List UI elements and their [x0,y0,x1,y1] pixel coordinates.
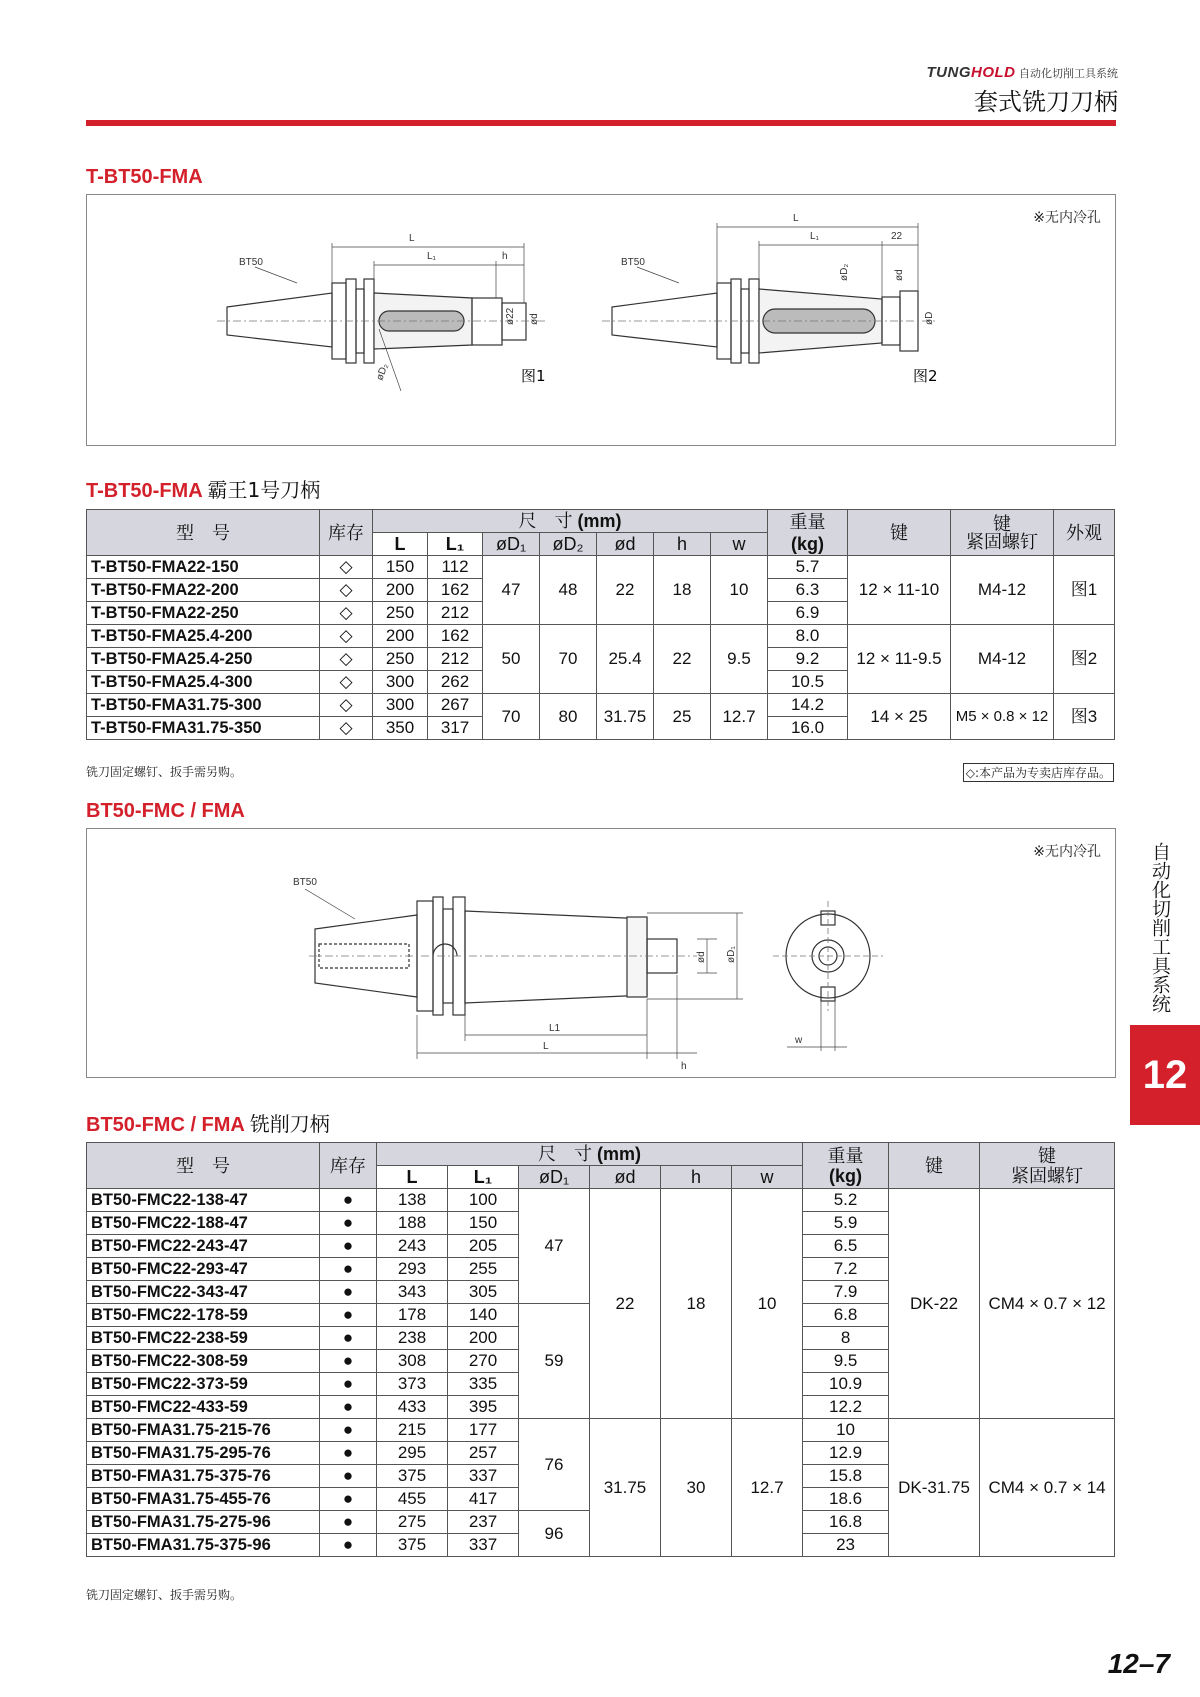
subhead2-h: h [661,1166,732,1189]
col-stock: 库存 [320,510,373,556]
model-cell: BT50-FMC22-308-59 [87,1350,320,1373]
svg-text:L₁: L₁ [427,251,436,262]
svg-text:ød: ød [696,951,707,963]
stock-cell: ● [320,1327,377,1350]
table1-title: T-BT50-FMA 霸王1号刀柄 [86,478,321,502]
svg-text:ød: ød [529,313,540,325]
L1-cell: 100 [448,1189,519,1212]
L-cell: 238 [377,1327,448,1350]
model-cell: BT50-FMC22-188-47 [87,1212,320,1235]
key-cell: 12 × 11-10 [848,556,951,625]
col2-model: 型 号 [87,1143,320,1189]
model-cell: BT50-FMC22-433-59 [87,1396,320,1419]
model-cell: BT50-FMC22-373-59 [87,1373,320,1396]
L1-cell: 255 [448,1258,519,1281]
col2-stock: 库存 [320,1143,377,1189]
D1-cell: 96 [519,1511,590,1557]
L-cell: 188 [377,1212,448,1235]
L-cell: 343 [377,1281,448,1304]
D1-cell: 47 [483,556,540,625]
weight-cell: 6.5 [803,1235,889,1258]
L1-cell: 262 [428,671,483,694]
L-cell: 295 [377,1442,448,1465]
section1-title: T-BT50-FMA [86,166,203,188]
svg-text:øD₂: øD₂ [839,263,850,281]
model-cell: BT50-FMC22-243-47 [87,1235,320,1258]
table-row [87,625,1115,648]
weight-cell: 5.9 [803,1212,889,1235]
weight-cell: 16.0 [768,717,848,740]
holder-drawings-fig1-fig2 [87,195,1115,445]
subhead-D2: øD₂ [540,533,597,556]
weight-cell: 5.7 [768,556,848,579]
model-cell: BT50-FMC22-293-47 [87,1258,320,1281]
col2-key: 键 [889,1143,980,1189]
subhead2-w: w [732,1166,803,1189]
t-bt50-fma-spec-table [86,509,1115,740]
h-cell: 22 [654,625,711,694]
chapter-tab: 12 [1130,1025,1200,1125]
stock-cell: ● [320,1511,377,1534]
weight-cell: 6.9 [768,602,848,625]
D1-cell: 47 [519,1189,590,1304]
L1-cell: 237 [448,1511,519,1534]
stock-cell: ◇ [320,556,373,579]
brand-logo: TUNGHOLD [926,64,1016,81]
L-cell: 250 [373,602,428,625]
model-cell: BT50-FMC22-343-47 [87,1281,320,1304]
w-cell: 9.5 [711,625,768,694]
L1-cell: 335 [448,1373,519,1396]
table2-title: BT50-FMC / FMA 铣削刀柄 [86,1112,330,1136]
model-cell: BT50-FMA31.75-455-76 [87,1488,320,1511]
model-cell: T-BT50-FMA25.4-200 [87,625,320,648]
section1-figure [86,194,1116,446]
L1-cell: 112 [428,556,483,579]
model-cell: T-BT50-FMA25.4-300 [87,671,320,694]
stock-cell: ● [320,1488,377,1511]
svg-text:h: h [681,1061,687,1072]
col-key-screw: 键 紧固螺钉 [951,510,1054,556]
L-cell: 300 [373,694,428,717]
L-cell: 350 [373,717,428,740]
stock-cell: ● [320,1258,377,1281]
D1-cell: 70 [483,694,540,740]
weight-cell: 12.2 [803,1396,889,1419]
L1-cell: 257 [448,1442,519,1465]
subhead-D1: øD₁ [483,533,540,556]
d-cell: 22 [597,556,654,625]
L1-cell: 395 [448,1396,519,1419]
model-cell: BT50-FMC22-138-47 [87,1189,320,1212]
subhead2-L: L [377,1166,448,1189]
D1-cell: 59 [519,1304,590,1419]
weight-cell: 16.8 [803,1511,889,1534]
table2-footnote: 铣刀固定螺钉、扳手需另购。 [86,1588,243,1602]
subhead-L: L [373,533,428,556]
weight-cell: 5.2 [803,1189,889,1212]
fig3-bt50-label: BT50 [293,877,317,888]
stock-cell: ● [320,1442,377,1465]
w-cell: 12.7 [732,1419,803,1557]
screw-cell: CM4 × 0.7 × 14 [980,1419,1115,1557]
weight-cell: 10 [803,1419,889,1442]
table-row [87,694,1115,717]
table-row [87,556,1115,579]
stock-cell: ● [320,1350,377,1373]
L1-cell: 267 [428,694,483,717]
subhead2-D1: øD₁ [519,1166,590,1189]
model-cell: BT50-FMA31.75-215-76 [87,1419,320,1442]
L-cell: 300 [373,671,428,694]
subhead2-d: ød [590,1166,661,1189]
model-cell: T-BT50-FMA31.75-350 [87,717,320,740]
screw-cell: M5 × 0.8 × 12 [951,694,1054,740]
L-cell: 375 [377,1534,448,1557]
stock-cell: ● [320,1189,377,1212]
col-model: 型 号 [87,510,320,556]
L1-cell: 317 [428,717,483,740]
stock-cell: ● [320,1281,377,1304]
L-cell: 138 [377,1189,448,1212]
svg-text:ø22: ø22 [505,307,516,325]
L-cell: 200 [373,625,428,648]
model-cell: T-BT50-FMA22-150 [87,556,320,579]
weight-cell: 23 [803,1534,889,1557]
D2-cell: 80 [540,694,597,740]
subhead-d: ød [597,533,654,556]
stock-cell: ◇ [320,717,373,740]
L1-cell: 205 [448,1235,519,1258]
L1-cell: 337 [448,1465,519,1488]
svg-text:BT50: BT50 [621,257,645,268]
L1-cell: 140 [448,1304,519,1327]
stock-cell: ● [320,1419,377,1442]
page-number: 12–7 [1107,1648,1170,1679]
chapter-side-label: 自动化切削工具系统 [1149,842,1171,1013]
fig1-bt50-label: BT50 [239,257,263,268]
subhead-h: h [654,533,711,556]
weight-cell: 7.9 [803,1281,889,1304]
L-cell: 275 [377,1511,448,1534]
stock-cell: ● [320,1304,377,1327]
L-cell: 375 [377,1465,448,1488]
L1-cell: 162 [428,625,483,648]
table-row [87,1419,1115,1442]
table-row [87,1189,1115,1212]
D1-cell: 76 [519,1419,590,1511]
model-cell: T-BT50-FMA31.75-300 [87,694,320,717]
key-cell: DK-31.75 [889,1419,980,1557]
w-cell: 10 [711,556,768,625]
screw-cell: CM4 × 0.7 × 12 [980,1189,1115,1419]
h-cell: 18 [654,556,711,625]
L1-cell: 200 [448,1327,519,1350]
col-weight: 重量 (kg) [768,510,848,556]
stock-cell: ● [320,1235,377,1258]
brand-subtitle: 自动化切削工具系统 [1019,67,1118,80]
svg-text:L₁: L₁ [810,231,819,242]
stock-cell: ● [320,1212,377,1235]
appearance-cell: 图1 [1054,556,1115,625]
holder-drawing-fmc [87,829,1115,1077]
L-cell: 250 [373,648,428,671]
stock-cell: ● [320,1465,377,1488]
appearance-cell: 图2 [1054,625,1115,694]
D1-cell: 50 [483,625,540,694]
L1-cell: 270 [448,1350,519,1373]
stock-cell: ◇ [320,602,373,625]
subhead-w: w [711,533,768,556]
col-appearance: 外观 [1054,510,1115,556]
fig2-label: 图2 [913,367,938,385]
L1-cell: 417 [448,1488,519,1511]
d-cell: 31.75 [590,1419,661,1557]
model-cell: BT50-FMA31.75-275-96 [87,1511,320,1534]
col-key: 键 [848,510,951,556]
w-cell: 12.7 [711,694,768,740]
L1-cell: 305 [448,1281,519,1304]
key-cell: DK-22 [889,1189,980,1419]
screw-cell: M4-12 [951,625,1054,694]
weight-cell: 9.5 [803,1350,889,1373]
subhead-L1: L₁ [428,533,483,556]
model-cell: BT50-FMC22-178-59 [87,1304,320,1327]
key-cell: 12 × 11-9.5 [848,625,951,694]
screw-cell: M4-12 [951,556,1054,625]
L1-cell: 212 [428,602,483,625]
h-cell: 30 [661,1419,732,1557]
stock-cell: ● [320,1373,377,1396]
model-cell: BT50-FMC22-238-59 [87,1327,320,1350]
no-coolant-note-2: ※无内冷孔 [1033,844,1101,860]
svg-text:22: 22 [891,231,903,242]
L-cell: 243 [377,1235,448,1258]
weight-cell: 9.2 [768,648,848,671]
stock-cell: ◇ [320,694,373,717]
model-cell: BT50-FMA31.75-375-96 [87,1534,320,1557]
L-cell: 178 [377,1304,448,1327]
weight-cell: 8.0 [768,625,848,648]
L1-cell: 177 [448,1419,519,1442]
section2-title: BT50-FMC / FMA [86,800,245,822]
L-cell: 293 [377,1258,448,1281]
table1-footnote: 铣刀固定螺钉、扳手需另购。 [86,765,243,779]
weight-cell: 14.2 [768,694,848,717]
h-cell: 25 [654,694,711,740]
L-cell: 150 [373,556,428,579]
svg-text:ød: ød [894,269,905,281]
svg-text:L: L [793,213,799,224]
stock-cell: ◇ [320,648,373,671]
h-cell: 18 [661,1189,732,1419]
fig3-l-label: L [543,1041,549,1052]
stock-legend-note: ◇:本产品为专卖店库存品。 [963,763,1114,782]
weight-cell: 8 [803,1327,889,1350]
col-dims: 尺 寸 (mm) [373,510,768,533]
no-coolant-note: ※无内冷孔 [1033,210,1101,226]
L-cell: 200 [373,579,428,602]
svg-text:øD₂: øD₂ [374,362,391,383]
col2-weight: 重量 (kg) [803,1143,889,1189]
weight-cell: 18.6 [803,1488,889,1511]
page-title: 套式铣刀刀柄 [974,88,1118,116]
d-cell: 25.4 [597,625,654,694]
section2-figure [86,828,1116,1078]
L-cell: 373 [377,1373,448,1396]
L-cell: 215 [377,1419,448,1442]
appearance-cell: 图3 [1054,694,1115,740]
brand-header [927,64,1119,81]
bt50-fmc-fma-spec-table [86,1142,1115,1557]
weight-cell: 15.8 [803,1465,889,1488]
svg-text:øD: øD [924,311,935,325]
stock-cell: ● [320,1534,377,1557]
L1-cell: 162 [428,579,483,602]
key-cell: 14 × 25 [848,694,951,740]
L1-cell: 150 [448,1212,519,1235]
header-divider [86,120,1116,126]
fig1-label: 图1 [521,367,546,385]
d-cell: 22 [590,1189,661,1419]
d-cell: 31.75 [597,694,654,740]
L-cell: 308 [377,1350,448,1373]
fig3-l1-label: L1 [549,1023,561,1034]
w-cell: 10 [732,1189,803,1419]
model-cell: T-BT50-FMA25.4-250 [87,648,320,671]
weight-cell: 10.5 [768,671,848,694]
weight-cell: 12.9 [803,1442,889,1465]
subhead2-L1: L₁ [448,1166,519,1189]
stock-cell: ◇ [320,579,373,602]
weight-cell: 7.2 [803,1258,889,1281]
D2-cell: 48 [540,556,597,625]
weight-cell: 6.3 [768,579,848,602]
model-cell: BT50-FMA31.75-295-76 [87,1442,320,1465]
svg-text:h: h [502,251,508,262]
L-cell: 455 [377,1488,448,1511]
weight-cell: 6.8 [803,1304,889,1327]
model-cell: BT50-FMA31.75-375-76 [87,1465,320,1488]
weight-cell: 10.9 [803,1373,889,1396]
L1-cell: 337 [448,1534,519,1557]
L1-cell: 212 [428,648,483,671]
stock-cell: ◇ [320,671,373,694]
D2-cell: 70 [540,625,597,694]
model-cell: T-BT50-FMA22-250 [87,602,320,625]
stock-cell: ◇ [320,625,373,648]
L-cell: 433 [377,1396,448,1419]
col2-dims: 尺 寸 (mm) [377,1143,803,1166]
stock-cell: ● [320,1396,377,1419]
svg-text:øD₁: øD₁ [726,946,737,963]
model-cell: T-BT50-FMA22-200 [87,579,320,602]
svg-text:w: w [795,1035,803,1046]
svg-text:L: L [409,233,415,244]
col2-key-screw: 键 紧固螺钉 [980,1143,1115,1189]
